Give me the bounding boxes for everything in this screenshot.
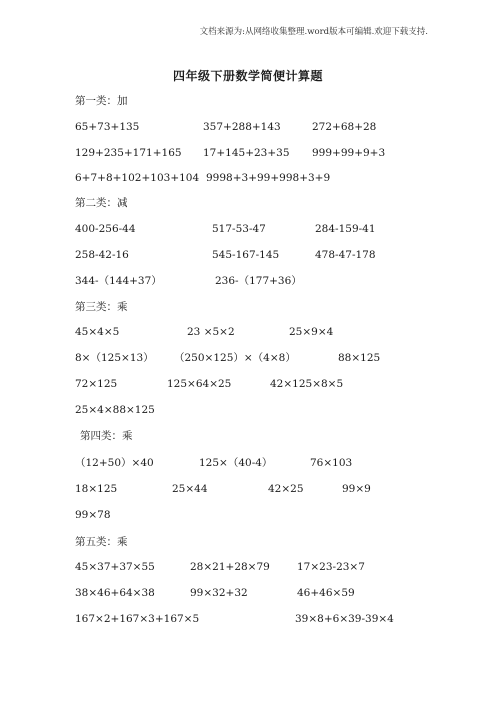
problem: 258-42-16: [75, 249, 129, 261]
problem: 25×4×88×125: [75, 404, 155, 416]
problem: 72×125: [75, 378, 118, 390]
section-heading-3: 第三类：乘: [75, 301, 128, 313]
problem: 478-47-178: [315, 249, 376, 261]
problem: 125×64×25: [167, 378, 232, 390]
problem: 284-159-41: [315, 223, 376, 235]
problem: 23 ×5×2: [187, 326, 235, 338]
section-heading-4: 第四类：乘: [80, 430, 133, 442]
problem: （12+50）×40: [75, 457, 154, 469]
section-heading-1: 第一类：加: [75, 95, 128, 107]
problem: 88×125: [338, 352, 381, 364]
problem: 125×（40-4）: [199, 457, 273, 469]
problem: 6+7+8+102+103+104: [75, 172, 200, 184]
section-heading-5: 第五类：乘: [75, 536, 128, 548]
problem: 400-256-44: [75, 223, 136, 235]
problem: 129+235+171+165: [75, 147, 182, 159]
header-note: 文档来源为:从网络收集整理.word版本可编辑.欢迎下载支持.: [199, 27, 428, 37]
problem: 25×44: [172, 483, 208, 495]
problem: 517-53-47: [212, 223, 266, 235]
problem: 76×103: [310, 457, 353, 469]
problem: 38×46+64×38: [75, 587, 155, 599]
problem: 46+46×59: [297, 587, 355, 599]
problem: 28×21+28×79: [190, 561, 270, 573]
problem: 45×4×5: [75, 326, 120, 338]
problem: 65+73+135: [75, 121, 140, 133]
problem: 99×32+32: [190, 587, 248, 599]
problem: 272+68+28: [312, 121, 377, 133]
problem: 545-167-145: [212, 249, 280, 261]
problem: 18×125: [75, 483, 118, 495]
section-heading-2: 第二类：减: [75, 197, 128, 209]
problem: 999+99+9+3: [312, 147, 386, 159]
problem: 236-（177+36）: [215, 275, 302, 287]
problem: 344-（144+37）: [75, 275, 162, 287]
problem: （250×125）×（4×8）: [174, 352, 296, 364]
problem: 99×78: [75, 509, 111, 521]
problem: 357+288+143: [203, 121, 281, 133]
problem: 25×9×4: [289, 326, 334, 338]
problem: 17+145+23+35: [203, 147, 290, 159]
problem: 167×2+167×3+167×5: [75, 613, 200, 625]
problem: 99×9: [342, 483, 371, 495]
problem: 45×37+37×55: [75, 561, 155, 573]
problem: 17×23-23×7: [297, 561, 365, 573]
page-title: 四年级下册数学简便计算题: [172, 69, 323, 83]
problem: 42×125×8×5: [270, 378, 344, 390]
problem: 9998+3+99+998+3+9: [206, 172, 331, 184]
problem: 8×（125×13）: [75, 352, 154, 364]
problem: 39×8+6×39-39×4: [295, 613, 394, 625]
problem: 42×25: [268, 483, 304, 495]
